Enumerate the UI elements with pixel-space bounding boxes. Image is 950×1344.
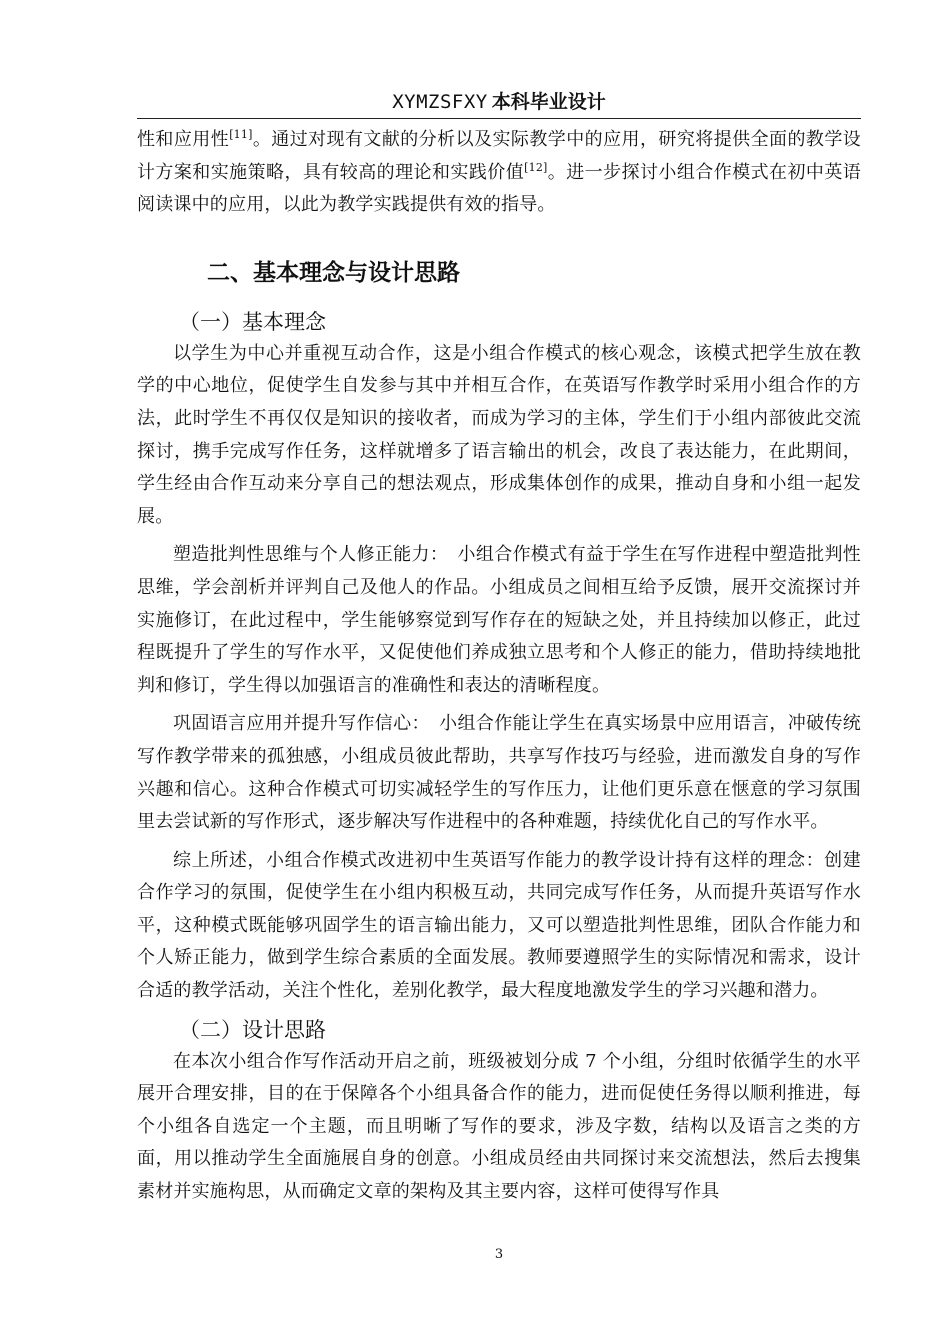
- paragraph: 综上所述，小组合作模式改进初中生英语写作能力的教学设计持有这样的理念：创建合作学习的氛围，促使学生在小组内积极互动，共同完成写作任务，从而提升英语写作水平，这种模式既能够巩固学生的语言输出能力，又可以塑造批判性思维，团队合作能力和个人矫正能力，做到学生综合素质的全面发展。教师要遵照学生的实际情况和需求，设计合适的教学活动，关注个性化，差别化教学，最大程度地激发学生的学习兴趣和潜力。: [137, 849, 861, 1002]
- header-code: XYMZSFXY: [392, 91, 488, 113]
- citation-11: [11]: [229, 128, 253, 141]
- subsection-heading-2: （二）设计思路: [179, 1017, 326, 1042]
- intro-text-1: 性和应用性: [137, 129, 230, 150]
- intro-text-2: 。通过对现有文献的分析以及实际教学中的应用，研究将提供全面的教学设计方案和实施策略，具有较高的理论和实践价值: [137, 129, 861, 183]
- citation-12: [12]: [524, 160, 548, 174]
- page-body: [137, 124, 861, 1209]
- paragraph: 在本次小组合作写作活动开启之前，班级被划分成 7 个小组，分组时依循学生的水平展开合理安排，目的在于保障各个小组具备合作的能力，进而促使任务得以顺利推进，每个小组各自选定一个主题，而且明晰了写作的要求，涉及字数，结构以及语言之类的方面，用以推动学生全面施展自身的创意。小组成员经由共同探讨来交流想法，然后去搜集素材并实施构思，从而确定文章的架构及其主要内容，这样可使得写作具: [137, 1050, 861, 1203]
- header-title: 本科毕业设计: [491, 91, 606, 113]
- page-header: [137, 87, 861, 117]
- page-number: 3: [494, 1247, 504, 1262]
- intro-text-3: 。进一步探讨小组合作模式在初中英语阅读课中的应用，以此为教学实践提供有效的指导。: [137, 161, 861, 216]
- header-rule: [137, 118, 861, 119]
- paragraph: 塑造批判性思维与个人修正能力： 小组合作模式有益于学生在写作进程中塑造批判性思维，学会剖析并评判自己及他人的作品。小组成员之间相互给予反馈，展开交流探讨并实施修订，在此过程中，学生能够察觉到写作存在的短缺之处，并且持续加以修正，此过程既提升了学生的写作水平，又促使他们养成独立思考和个人修正的能力，借助持续地批判和修订，学生得以加强语言的准确性和表达的清晰程度。: [137, 544, 861, 696]
- subsection-heading-1: （一）基本理念: [179, 309, 326, 334]
- section-heading: 二、基本理念与设计思路: [207, 259, 460, 286]
- intro-paragraph: [137, 124, 861, 222]
- paragraph: 巩固语言应用并提升写作信心： 小组合作能让学生在真实场景中应用语言，冲破传统写作教学带来的孤独感，小组成员彼此帮助，共享写作技巧与经验，进而激发自身的写作兴趣和信心。这种合作模式可切实减轻学生的写作压力，让他们更乐意在惬意的学习氛围里去尝试新的写作形式，逐步解决写作进程中的各种难题，持续优化自己的写作水平。: [137, 713, 861, 833]
- paragraph: 以学生为中心并重视互动合作，这是小组合作模式的核心观念，该模式把学生放在教学的中心地位，促使学生自发参与其中并相互合作，在英语写作教学时采用小组合作的方法，此时学生不再仅仅是知识的接收者，而成为学习的主体，学生们于小组内部彼此交流探讨，携手完成写作任务，这样就增多了语言输出的机会，改良了表达能力，在此期间，学生经由合作互动来分享自己的想法观点，形成集体创作的成果，推动自身和小组一起发展。: [137, 342, 861, 527]
